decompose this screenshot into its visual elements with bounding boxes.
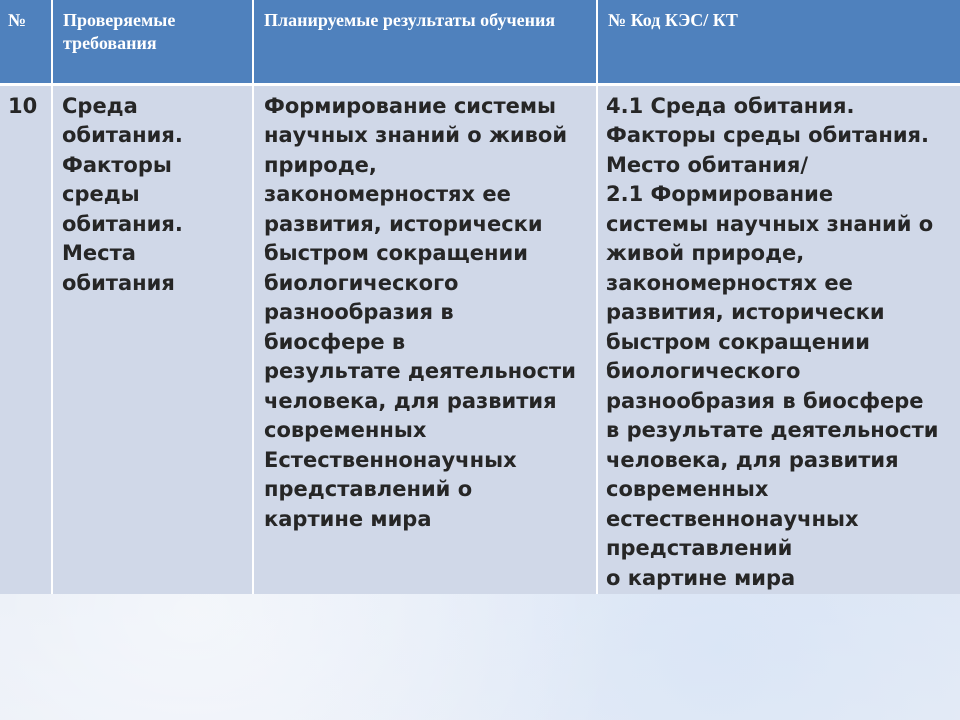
text-line: человека, для развития [264,388,557,413]
text-line: представлений [606,536,793,560]
text-line: обитания. [62,123,183,147]
text-line: Среда [62,93,138,118]
text-line: обитания [62,270,175,295]
text-line: разнообразия в [264,300,454,324]
header-code: № Код КЭС/ КТ [597,0,960,84]
text-line: представлений о [264,477,473,501]
header-number: № [0,0,52,84]
table-header [0,0,960,84]
cell-requirement [52,84,253,594]
text-line: о картине мира [606,565,796,590]
text-line: современных [606,477,769,501]
header-requirements: Проверяемые требования [52,0,253,84]
text-line: разнообразия в биосфере [606,388,924,413]
text-line: Факторы среды обитания. [606,123,929,147]
text-line: Естественнонаучных [264,447,517,472]
text-line: биосфере в [264,329,406,354]
text-line: Факторы [62,152,172,177]
cell-planned-result [253,84,597,594]
text-line: 4.1 Среда обитания. [606,93,855,118]
text-line: природе, [264,152,377,177]
text-line: Формирование системы [264,93,557,118]
text-line: Места [62,241,136,265]
text-line: быстром сокращении [264,241,528,265]
text-line: биологического [606,359,801,383]
text-line: развития, исторически [606,300,885,324]
text-line: закономерностях ее [264,182,511,206]
text-line: научных знаний о живой [264,123,568,147]
header-row [0,0,960,84]
text-line: картине мира [264,506,432,531]
text-line: Место обитания/ [606,152,809,177]
header-planned-results: Планируемые результаты обучения [253,0,597,84]
table-row [0,84,960,594]
text-line: среды [62,182,140,206]
text-line: живой природе, [606,241,805,265]
text-line: закономерностях ее [606,270,853,295]
text-line: системы научных знаний о [606,211,934,236]
text-line: естественнонаучных [606,506,859,531]
table-body [0,84,960,594]
cell-code [597,84,960,594]
text-line: результате деятельности [264,359,576,383]
cell-number: 10 [0,84,52,594]
text-line: быстром сокращении [606,329,870,354]
text-line: развития, исторически [264,211,543,236]
text-line: 2.1 Формирование [606,182,834,206]
text-line: биологического [264,270,459,295]
text-line: человека, для развития [606,447,899,472]
text-line: в результате деятельности [606,418,939,442]
text-line: обитания. [62,211,183,236]
text-line: современных [264,418,427,442]
